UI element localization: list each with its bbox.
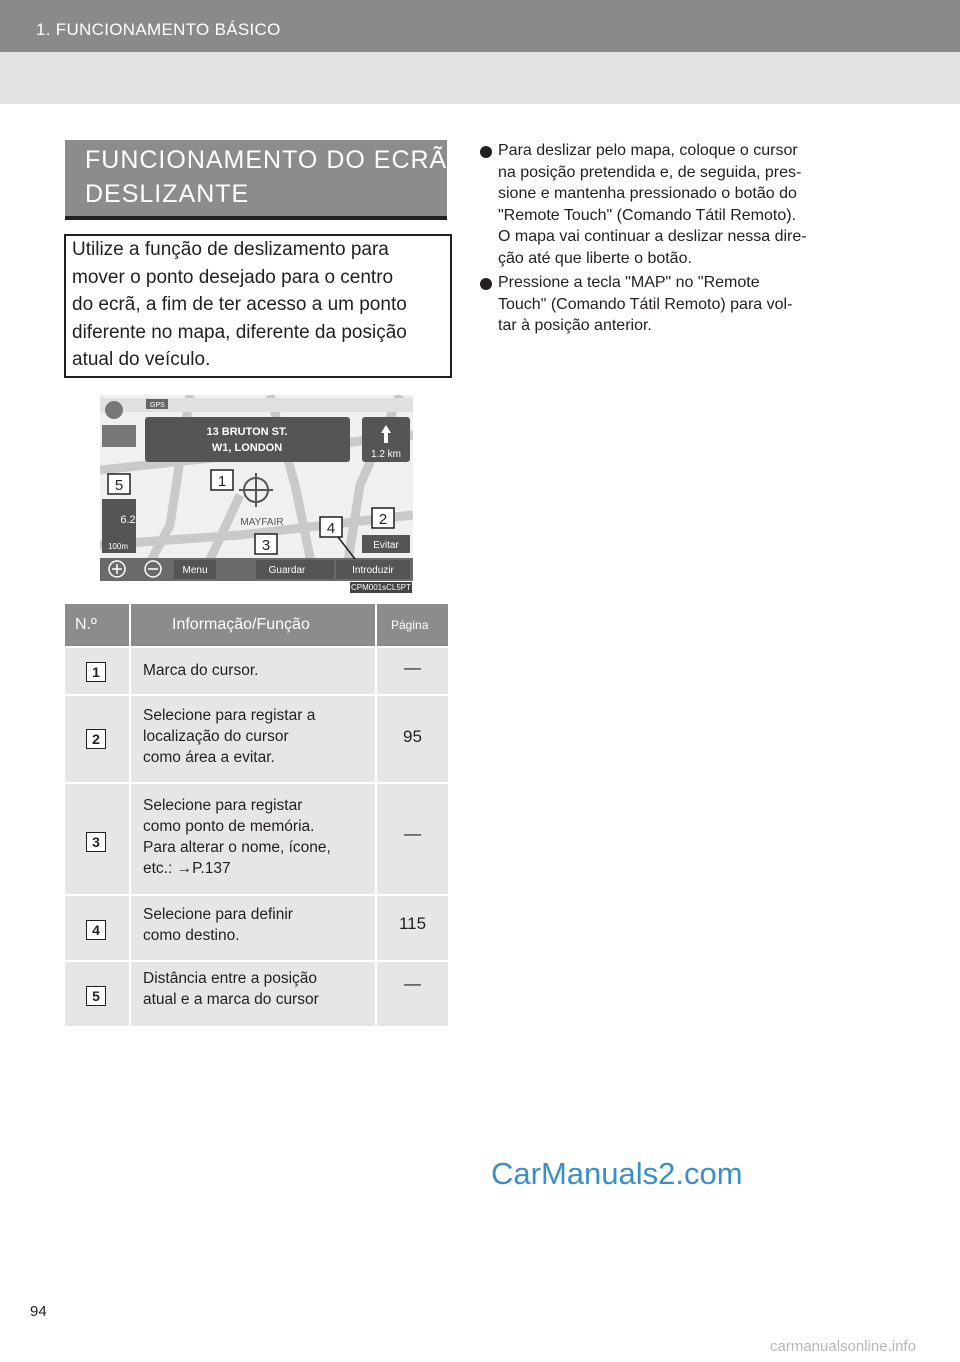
table-row — [65, 962, 448, 1026]
table-header-info: Informação/Função — [172, 616, 310, 633]
row-number: 4 — [86, 920, 106, 940]
intro-line: mover o ponto desejado para o centro — [72, 266, 394, 288]
row-description: Selecione para registar como ponto de memória. Para alterar o nome, ícone, etc.: →P.137 — [143, 797, 331, 877]
table-row — [65, 784, 448, 894]
map-area-label: MAYFAIR — [240, 517, 284, 528]
footer-watermark: carmanualsonline.info — [770, 1338, 916, 1355]
bullet-item: Para deslizar pelo mapa, coloque o cursor na posição pretendida e, de seguida, pres- sione e mantenha pressionado o botão do "Remote Touch" (Comando Tátil Remoto). O mapa vai continuar a deslizar nessa dire- ção até que liberte o botão. — [480, 140, 866, 269]
bullet-item: Pressione a tecla "MAP" no "Remote Touch" (Comando Tátil Remoto) para vol- tar à posição anterior. — [480, 272, 866, 337]
row-page: 95 — [403, 727, 422, 746]
callout-2 — [372, 508, 394, 528]
map-distance: 1.2 km — [370, 449, 402, 460]
row-page: 115 — [398, 914, 427, 933]
section-heading — [65, 140, 447, 220]
figure-caption: CPM001sCL5PT — [350, 583, 412, 592]
intro-line: do ecrã, a fim de ter acesso a um ponto — [72, 294, 407, 315]
map-avoid-button: Evitar — [373, 540, 399, 551]
row-description: Marca do cursor. — [143, 662, 259, 679]
callout-5 — [108, 474, 130, 494]
map-scale: 100m — [107, 542, 129, 551]
table-header-page: Página — [391, 618, 429, 632]
row-number: 5 — [86, 986, 106, 1006]
table-row — [65, 648, 448, 694]
table-header-no: N.º — [75, 616, 97, 633]
callout-1 — [211, 470, 233, 490]
gps-label: GPS — [150, 402, 165, 409]
row-page: — — [404, 658, 421, 677]
row-description: Selecione para definir como destino. — [143, 906, 293, 944]
bullet-icon — [480, 278, 492, 290]
row-page: — — [404, 824, 421, 843]
bullet-list — [480, 140, 866, 337]
map-street-line2: W1, LONDON — [211, 442, 283, 454]
row-description: Distância entre a posição atual e a marca do cursor — [143, 970, 319, 1008]
table-header — [65, 604, 448, 646]
svg-text:3: 3 — [261, 537, 271, 554]
section-heading-line: DESLIZANTE — [85, 180, 250, 208]
bullet-icon — [480, 146, 492, 158]
map-save-button: Guardar — [268, 565, 306, 576]
svg-text:4: 4 — [326, 520, 336, 537]
table-row — [65, 896, 448, 960]
row-description: Selecione para registar a localização do cursor como área a evitar. — [143, 707, 316, 766]
table-row — [65, 696, 448, 782]
watermark-logo: CarManuals2.com — [491, 1156, 743, 1191]
map-graphic — [100, 395, 413, 581]
callout-3 — [255, 534, 277, 554]
row-number: 2 — [86, 729, 106, 749]
map-screenshot — [100, 395, 413, 581]
intro-line: atual do veículo. — [72, 349, 211, 370]
chapter-title: 1. FUNCIONAMENTO BÁSICO — [36, 20, 281, 39]
row-number: 1 — [86, 662, 106, 682]
svg-text:1: 1 — [217, 473, 227, 490]
map-enter-button: Introduzir — [352, 565, 394, 576]
intro-box — [64, 234, 452, 378]
map-street-line1: 13 BRUTON ST. — [206, 426, 288, 438]
section-heading-line: FUNCIONAMENTO DO ECRÃ — [85, 146, 448, 174]
intro-line: diferente no mapa, diferente da posição — [72, 321, 407, 343]
map-menu-button: Menu — [182, 565, 208, 576]
row-page: — — [404, 974, 421, 993]
intro-line: Utilize a função de deslizamento para — [72, 239, 389, 260]
row-number: 3 — [86, 832, 106, 852]
map-left-distance: 6.2 — [120, 514, 136, 526]
page-number: 94 — [30, 1303, 47, 1320]
svg-text:2: 2 — [378, 511, 388, 528]
svg-text:5: 5 — [114, 477, 124, 494]
header-subbar — [0, 52, 960, 104]
header-bar — [0, 0, 960, 52]
